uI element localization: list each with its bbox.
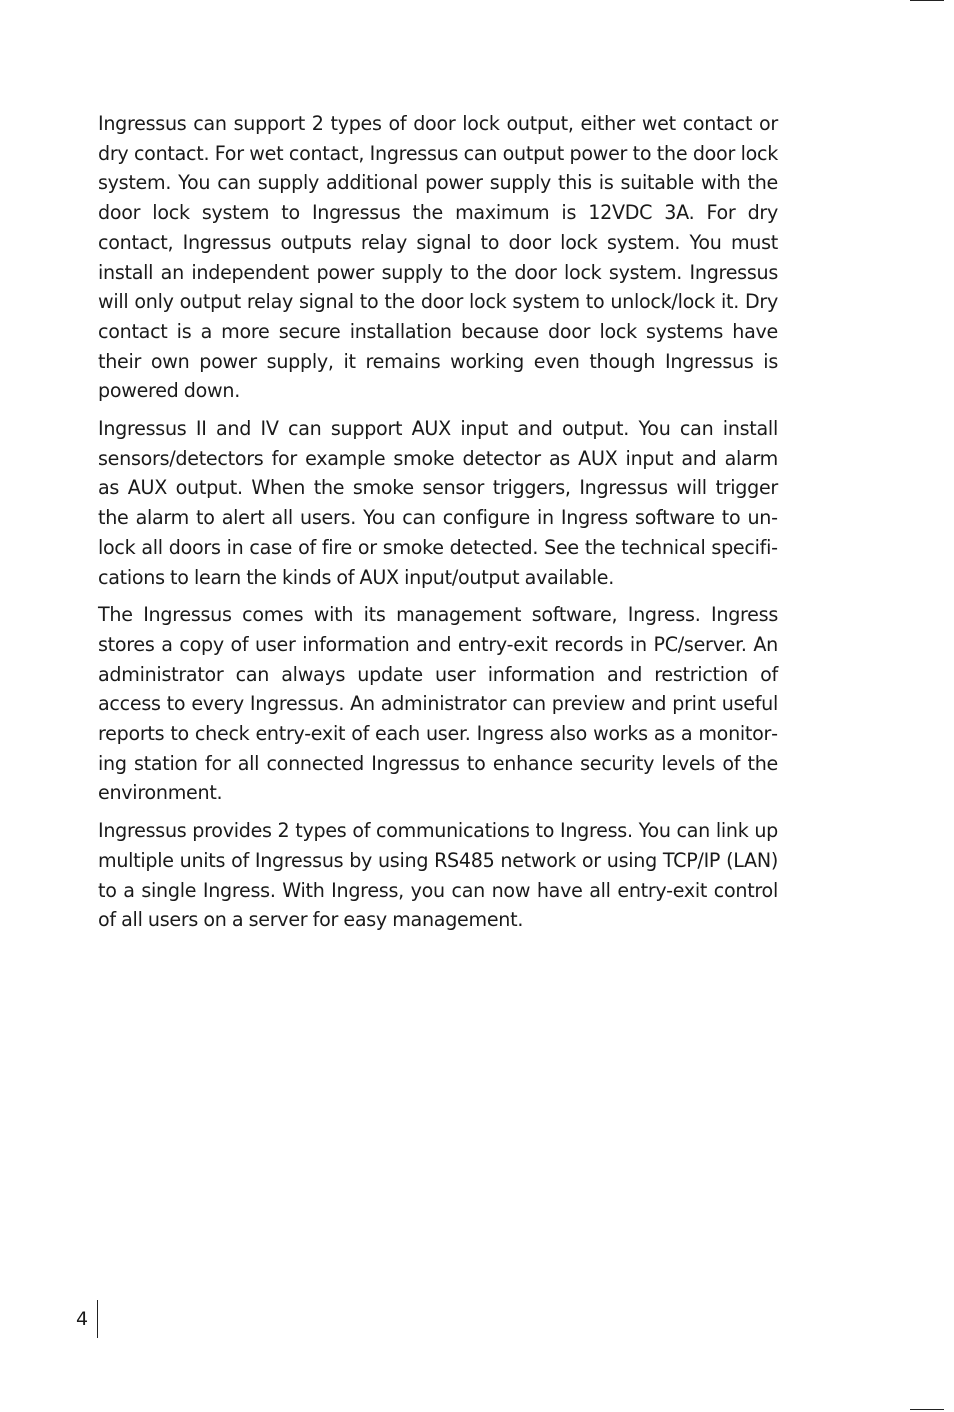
paragraph-aux-input-output: Ingressus II and IV can support AUX input and output. You can install sensors/detectors for example smoke detector as AUX input and alarm as AUX output. When the smoke sensor triggers, Ingressus will trigger the alarm to alert all users. You can configure in Ingress software to unlock all doors in case of fire or smoke detected. See the technical specifications to learn the kinds of AUX input/output available. (98, 417, 778, 589)
page-number-divider (97, 1300, 98, 1338)
paragraph-management-software: The Ingressus comes with its management software, Ingress. Ingress stores a copy of user information and entry-exit records in PC/server. An administrator can always update user information and restriction of access to every Ingressus. An administrator can preview and print useful reports to check entry-exit of each user. Ingress also works as a monitoring station for all connected Ingressus to enhance security levels of the environment. (98, 603, 778, 805)
paragraph-communications: Ingressus provides 2 types of communications to Ingress. You can link up multiple units of Ingressus by using RS485 network or using TCP/IP (LAN) to a single Ingress. With Ingress, you can now have all entry-exit control of all users on a server for easy management. (98, 819, 778, 932)
body-text (98, 109, 778, 943)
page-number: 4 (76, 1308, 89, 1330)
paragraph-door-lock-output: Ingressus can support 2 types of door lock output, either wet contact or dry contact. For wet contact, Ingressus can output power to the door lock system. You can supply additional power supply this is suitable with the door lock system to Ingressus the maximum is 12VDC 3A. For dry contact, Ingressus outputs relay signal to door lock system. You must install an independent power supply to the door lock system. Ingressus will only output relay signal to the door lock system to unlock/lock it. Dry contact is a more secure installation because door lock systems have their own power supply, it remains working even though Ingressus is powered down. (98, 112, 778, 403)
crop-mark-top (910, 0, 944, 1)
page-footer (76, 1300, 98, 1338)
crop-mark-bottom (910, 1409, 944, 1410)
